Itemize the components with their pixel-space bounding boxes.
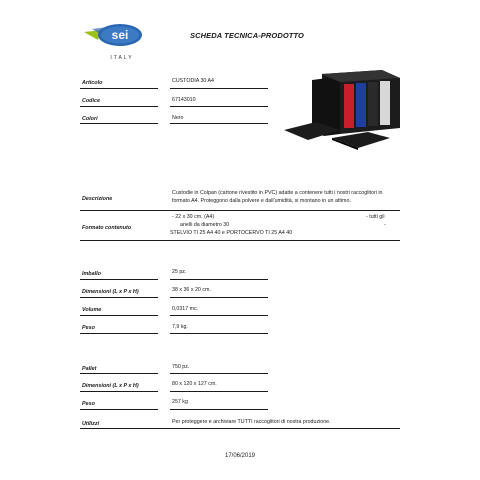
divider — [80, 240, 400, 241]
footer-date: 17/06/2019 — [224, 453, 256, 459]
articolo-label: Articolo — [82, 80, 103, 86]
descrizione-label: Descrizione — [82, 196, 113, 202]
codice-value: 67143010 — [172, 97, 196, 103]
divider — [80, 123, 158, 124]
divider — [170, 279, 268, 280]
divider — [80, 297, 158, 298]
brand-country: ITALY — [110, 55, 134, 61]
formato-line-1-right: - tutti gli — [366, 214, 385, 220]
divider — [80, 279, 158, 280]
formato-line-2-right: - — [384, 222, 386, 228]
divider — [170, 391, 268, 392]
pallet-label: Pallet — [82, 366, 97, 372]
codice-label: Codice — [82, 98, 100, 104]
brand-text: sei — [111, 28, 129, 42]
formato-line-1: - 22 x 30 cm. (A4) — [172, 214, 215, 220]
imballo-value: 25 pz. — [172, 269, 187, 275]
divider — [170, 88, 268, 89]
colori-value: Nero — [172, 115, 184, 121]
dimensioni-label: Dimensioni (L x P x H) — [82, 289, 139, 295]
utilizzi-value: Per proteggere e archiviare TUTTI raccoglitori di nostra produzione. — [172, 419, 331, 425]
sei-logo-icon — [82, 22, 152, 64]
divider — [170, 333, 268, 334]
divider — [80, 106, 158, 107]
divider — [170, 315, 268, 316]
divider — [80, 373, 158, 374]
formato-line-3: STELVIO TI 25 A4 40 e PORTOCERVO TI 25 A4 40 — [170, 230, 293, 236]
peso-label: Peso — [82, 325, 95, 331]
divider — [80, 428, 400, 429]
divider — [170, 373, 268, 374]
dimensioni-value: 38 x 36 x 20 cm. — [172, 287, 211, 293]
descrizione-line-2: formato A4. Proteggono dalla polvere e dall'umidità, si montano in un attimo. — [172, 198, 351, 204]
descrizione-line-1: Custodie in Colpan (cartone rivestito in PVC) adatte a contenere tutti i nostri raccoglitori in — [172, 190, 383, 196]
divider — [80, 88, 158, 89]
pallet-value: 750 pz. — [172, 364, 190, 370]
divider — [80, 409, 158, 410]
divider — [80, 315, 158, 316]
divider — [80, 210, 400, 211]
colori-label: Colori — [82, 116, 98, 122]
articolo-value: CUSTODIA 30 A4 — [172, 78, 215, 84]
volume-value: 0,0317 mc. — [172, 306, 199, 312]
divider — [80, 391, 158, 392]
divider — [170, 106, 268, 107]
divider — [170, 123, 268, 124]
pallet-dimensioni-value: 80 x 120 x 127 cm. — [172, 381, 217, 387]
imballo-label: Imballo — [82, 271, 101, 277]
divider — [80, 333, 158, 334]
pallet-dimensioni-label: Dimensioni (L x P x H) — [82, 383, 139, 389]
brand-logo — [82, 22, 152, 64]
pallet-peso-value: 257 kg — [172, 399, 188, 405]
volume-label: Volume — [82, 307, 102, 313]
pallet-peso-label: Peso — [82, 401, 95, 407]
divider — [170, 409, 268, 410]
page-title: SCHEDA TECNICA-PRODOTTO — [190, 31, 304, 40]
formato-label: Formato contenuto — [82, 225, 132, 231]
peso-value: 7,9 kg. — [172, 324, 188, 330]
divider — [170, 297, 268, 298]
utilizzi-label: Utilizzi — [82, 421, 100, 427]
product-image — [282, 68, 404, 152]
formato-line-2: anelli da diametro 30 — [180, 222, 230, 228]
